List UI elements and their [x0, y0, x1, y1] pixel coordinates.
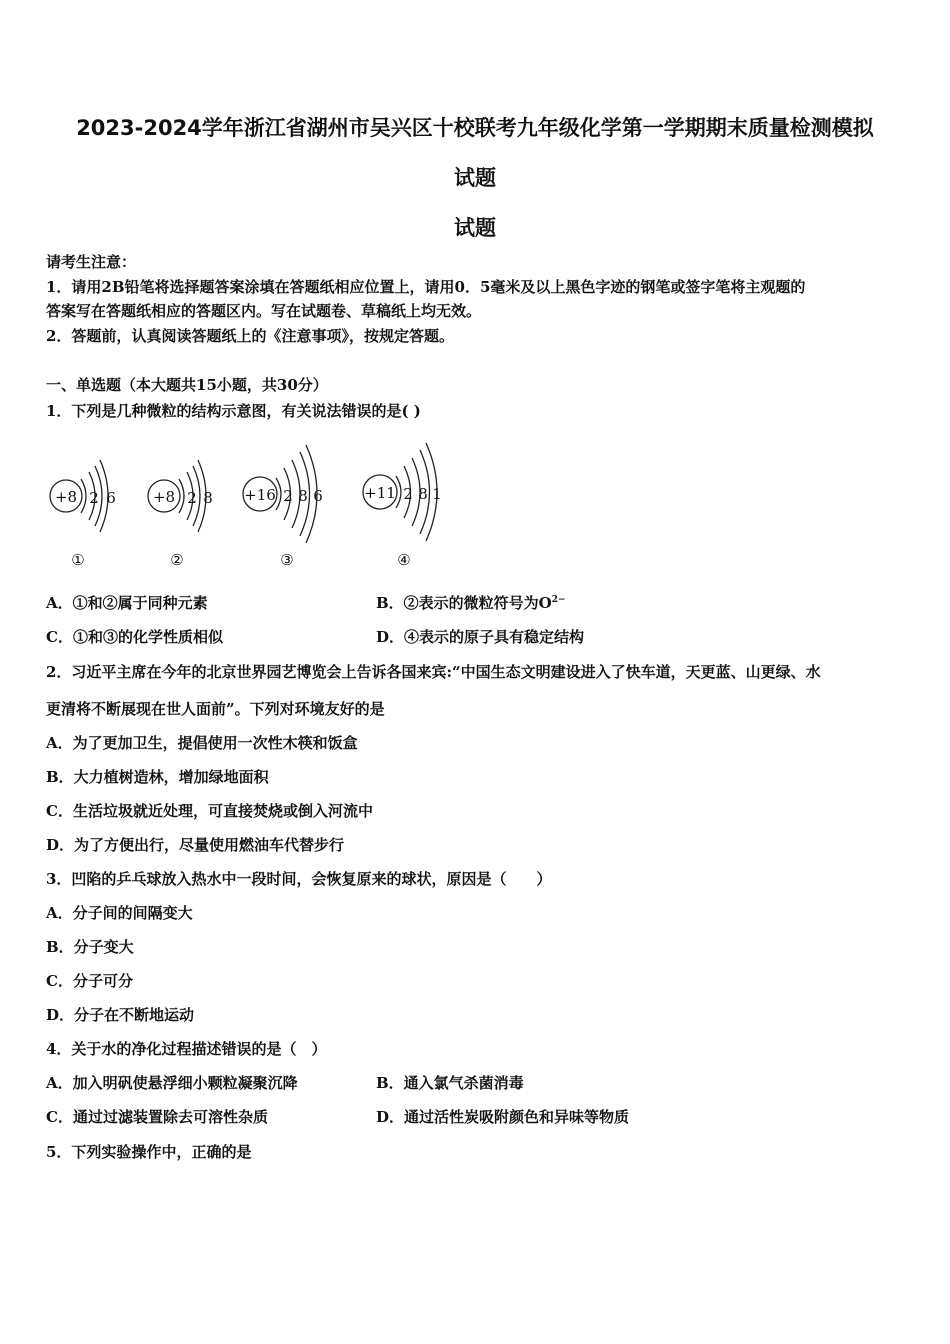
- q2-stem-line1: 2．习近平主席在今年的北京世界园艺博览会上告诉各国来宾:“中国生态文明建设进入了快车道，天更蓝、山更绿、水: [46, 663, 821, 681]
- q5-stem: 5．下列实验操作中，正确的是: [46, 1143, 252, 1161]
- exam-title-line2: 试题: [454, 166, 496, 190]
- atom-3-shell-1: 2: [283, 487, 293, 505]
- atom-2-label: ②: [170, 551, 184, 569]
- q3-option-d: D．分子在不断地运动: [46, 1006, 195, 1024]
- atom-4-nucleus: +11: [364, 484, 396, 502]
- atom-2-shell-2: 8: [203, 489, 213, 507]
- q2-option-a: A．为了更加卫生，提倡使用一次性木筷和饭盒: [46, 734, 358, 752]
- q1-option-a: A．①和②属于同种元素: [46, 594, 208, 612]
- notice-item2: 2．答题前，认真阅读答题纸上的《注意事项》，按规定答题。: [46, 327, 454, 345]
- q4-stem: 4．关于水的净化过程描述错误的是（ ）: [46, 1040, 327, 1058]
- atom-4-shell-2: 8: [418, 485, 428, 503]
- q4-option-c: C．通过过滤装置除去可溶性杂质: [46, 1108, 268, 1126]
- atom-1-nucleus: +8: [54, 488, 78, 506]
- atom-2-nucleus: +8: [152, 488, 176, 506]
- q1-option-c: C．①和③的化学性质相似: [46, 628, 223, 646]
- section-heading: 一、单选题（本大题共15小题，共30分）: [46, 376, 328, 394]
- atom-4-label: ④: [397, 551, 411, 569]
- q2-option-b: B．大力植树造林，增加绿地面积: [46, 768, 269, 786]
- atom-diagram-1: [50, 460, 116, 569]
- q1-option-b: [376, 593, 566, 613]
- q1-stem: 1．下列是几种微粒的结构示意图，有关说法错误的是( ): [46, 402, 421, 420]
- q1-option-b-text: B．②表示的微粒符号为O: [376, 594, 552, 612]
- atom-1-shell-2: 6: [106, 489, 116, 507]
- q3-stem: 3．凹陷的乒乓球放入热水中一段时间，会恢复原来的球状，原因是（ ）: [46, 870, 552, 888]
- atom-3-shell-3: 6: [313, 487, 323, 505]
- atom-diagram-2: [148, 460, 213, 569]
- q3-option-c: C．分子可分: [46, 972, 133, 990]
- notice-item1-line1: 1．请用2B铅笔将选择题答案涂填在答题纸相应位置上，请用0．5毫米及以上黑色字迹的钢笔或签字笔将主观题的: [46, 278, 806, 296]
- q1-option-d: D．④表示的原子具有稳定结构: [376, 628, 585, 646]
- q3-option-b: B．分子变大: [46, 938, 134, 956]
- q2-stem-line2: 更清将不断展现在世人面前”。下列对环境友好的是: [46, 700, 385, 718]
- q2-option-c: C．生活垃圾就近处理，可直接焚烧或倒入河流中: [46, 802, 373, 820]
- notice-item1-line2: 答案写在答题纸相应的答题区内。写在试题卷、草稿纸上均无效。: [46, 302, 482, 320]
- atom-diagram-3: [243, 445, 323, 569]
- notice-heading: 请考生注意：: [46, 253, 137, 271]
- q2-option-d: D．为了方便出行，尽量使用燃油车代替步行: [46, 836, 345, 854]
- exam-title-line3: 试题: [454, 216, 496, 240]
- q4-option-b: B．通入氯气杀菌消毒: [376, 1074, 524, 1092]
- q4-option-d: D．通过活性炭吸附颜色和异味等物质: [376, 1108, 630, 1126]
- atom-3-shell-2: 8: [298, 487, 308, 505]
- atom-3-label: ③: [280, 551, 294, 569]
- q1-option-b-charge: 2−: [551, 595, 566, 605]
- atom-4-shell-3: 1: [432, 485, 442, 503]
- exam-title-line1: 2023-2024学年浙江省湖州市吴兴区十校联考九年级化学第一学期期末质量检测模拟: [76, 116, 874, 140]
- atom-1-shell-1: 2: [89, 489, 99, 507]
- atom-structure-diagrams: [40, 432, 460, 582]
- atom-2-shell-1: 2: [187, 489, 197, 507]
- atom-3-nucleus: +16: [244, 486, 276, 504]
- q4-option-a: A．加入明矾使悬浮细小颗粒凝聚沉降: [46, 1074, 298, 1092]
- atom-4-shell-1: 2: [403, 485, 413, 503]
- atom-diagram-4: [363, 443, 442, 569]
- q3-option-a: A．分子间的间隔变大: [46, 904, 193, 922]
- atom-1-label: ①: [71, 551, 85, 569]
